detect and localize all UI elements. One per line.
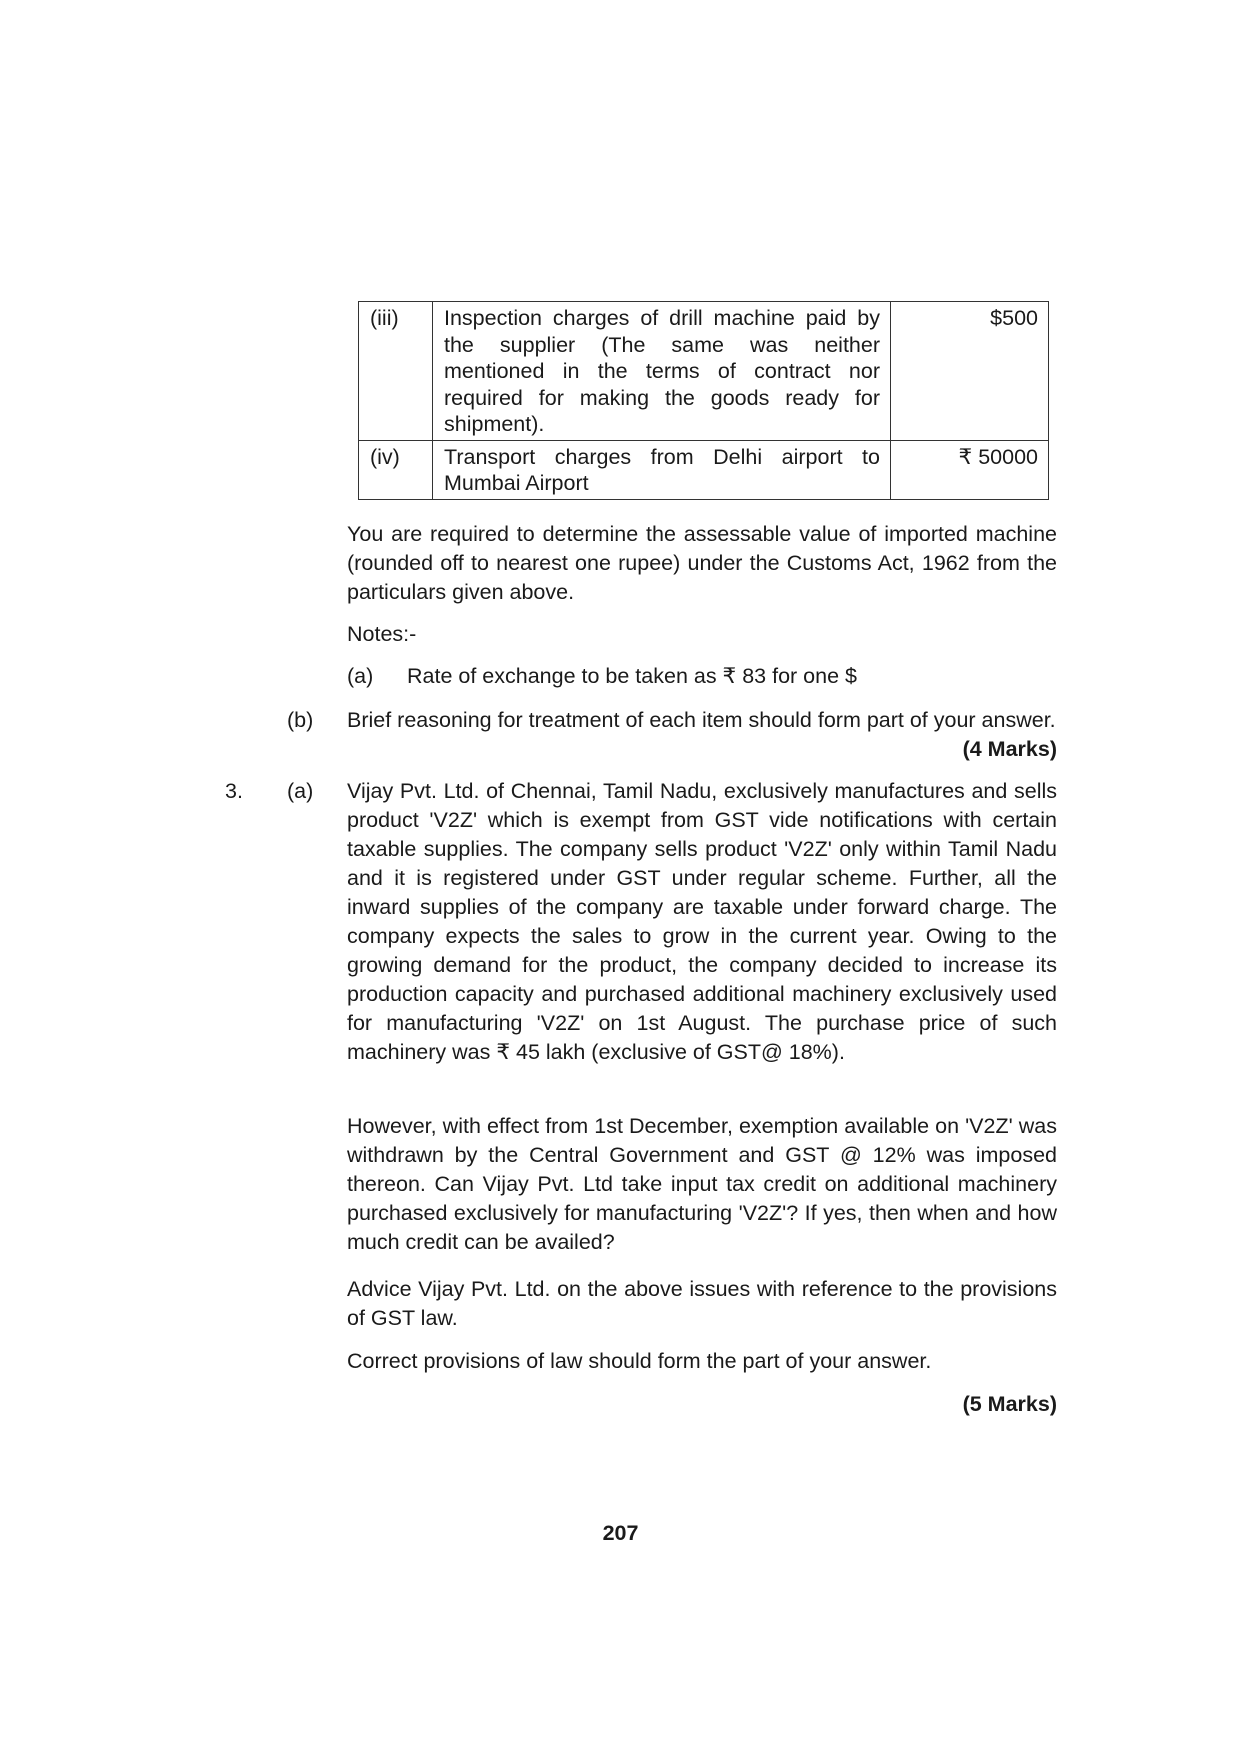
- q2-instruction: You are required to determine the assessable value of imported machine (rounded off to nearest one rupee) under the Customs Act, 1962 from the particulars given above.: [347, 522, 1057, 604]
- part-a-label: (a): [287, 779, 314, 803]
- part-b-text: Brief reasoning for treatment of each item should form part of your answer.: [347, 708, 1056, 732]
- q2-marks: (4 Marks): [962, 737, 1057, 761]
- q3-paragraph-3: Advice Vijay Pvt. Ltd. on the above issues with reference to the provisions of GST law.: [347, 1277, 1057, 1330]
- row-number: (iv): [359, 440, 433, 499]
- row-description: Transport charges from Delhi airport to Mumbai Airport: [433, 440, 891, 499]
- row-description: Inspection charges of drill machine paid by the supplier (The same was neither mentioned in the terms of contract nor required for making the goods ready for shipment).: [433, 302, 891, 441]
- q3-marks: (5 Marks): [962, 1392, 1057, 1416]
- q3-paragraph-1: Vijay Pvt. Ltd. of Chennai, Tamil Nadu, exclusively manufactures and sells product 'V2Z' which is exempt from GST vide notifications with certain taxable supplies. The company sells product 'V2Z' only within Tamil Nadu and it is registered under GST under regular scheme. Further, all the inward supplies of the company are taxable under forward charge. The company expects the sales to grow in the current year. Owing to the growing demand for the product, the company decided to increase its production capacity and purchased additional machinery exclusively used for manufacturing 'V2Z' on 1st August. The purchase price of such machinery was ₹ 45 lakh (exclusive of GST@ 18%).: [347, 779, 1057, 1064]
- q3-paragraph-2: However, with effect from 1st December, exemption available on 'V2Z' was withdrawn by the Central Government and GST @ 12% was imposed thereon. Can Vijay Pvt. Ltd take input tax credit on additional machinery purchased exclusively for manufacturing 'V2Z'? If yes, then when and how much credit can be availed?: [347, 1114, 1057, 1254]
- note-a-text: Rate of exchange to be taken as ₹ 83 for one $: [407, 664, 857, 688]
- q3-paragraph-4: Correct provisions of law should form the part of your answer.: [347, 1349, 932, 1373]
- table-row: [359, 302, 1049, 441]
- part-b-label: (b): [287, 708, 314, 732]
- row-amount: ₹ 50000: [891, 440, 1049, 499]
- notes-label: Notes:-: [347, 622, 417, 646]
- page-number: 207: [602, 1521, 639, 1545]
- charges-table: [358, 301, 1049, 500]
- row-number: (iii): [359, 302, 433, 441]
- row-amount: $500: [891, 302, 1049, 441]
- note-a-label: (a): [347, 664, 374, 688]
- question-number: 3.: [225, 779, 243, 803]
- table-row: [359, 440, 1049, 499]
